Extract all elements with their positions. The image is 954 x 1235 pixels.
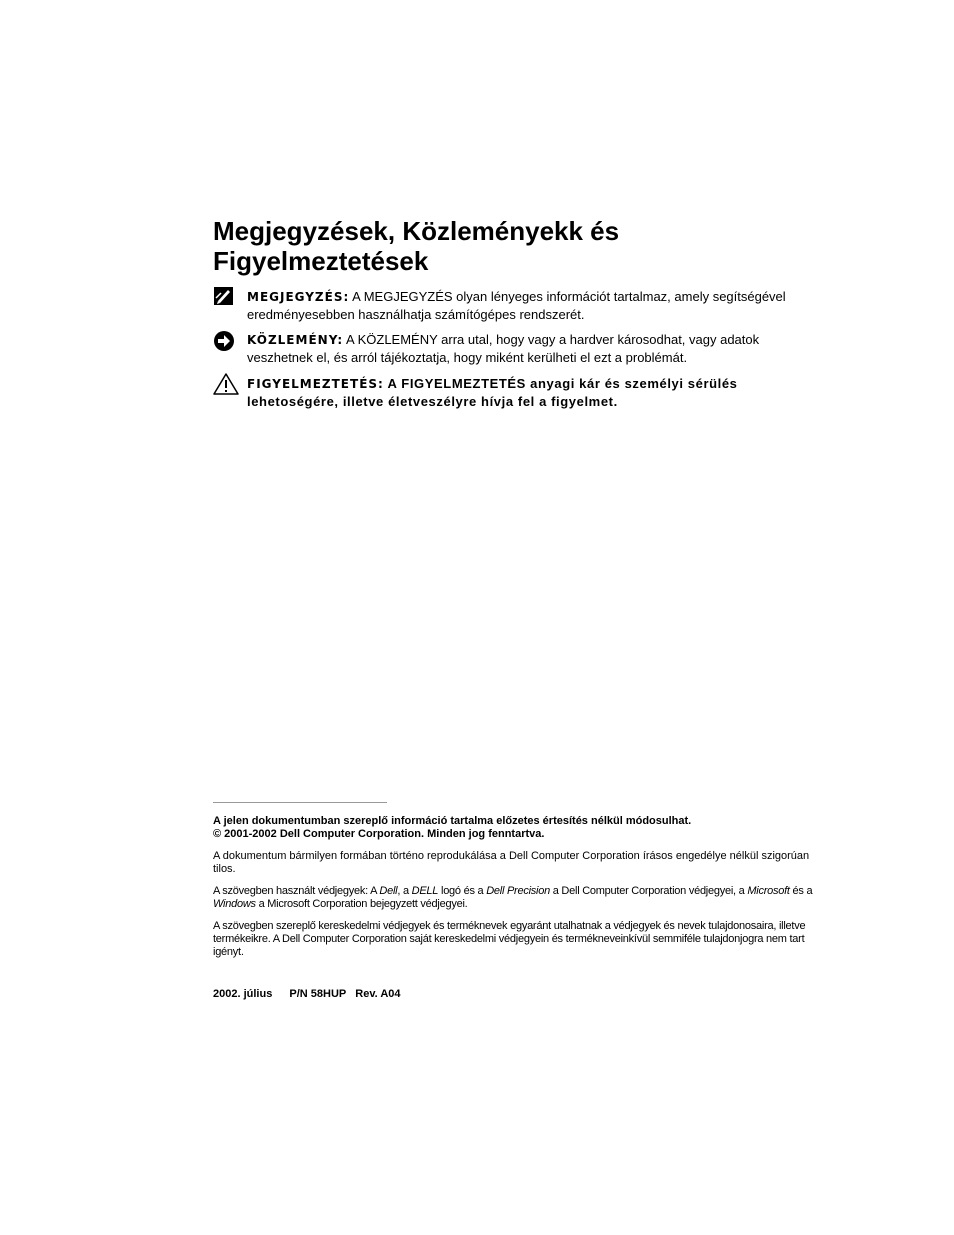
notice-label: KÖZLEMÉNY: — [247, 333, 344, 347]
arrow-circle-icon — [213, 330, 237, 352]
warning-triangle-icon — [213, 373, 237, 395]
caution-block — [213, 373, 813, 411]
note-text: A MEGJEGYZÉS olyan lényeges információt tartalmaz, amely segítségével eredményesebben használhatja számítógépes rendszerét. — [247, 289, 786, 322]
legal-line-1: A jelen dokumentumban szereplő információ tartalma előzetes értesítés nélkül módosulhat. — [213, 815, 692, 827]
publication-date: 2002. július — [213, 988, 273, 1000]
copyright-line: © 2001-2002 Dell Computer Corporation. Minden jog fenntartva. — [213, 828, 545, 840]
notice-text: A KÖZLEMÉNY arra utal, hogy vagy a hardver károsodhat, vagy adatok veszhetnek el, és arról tájékoztatja, hogy miként kerülheti el ezt a problémát. — [247, 332, 760, 365]
caution-text: A FIGYELMEZTETÉS anyagi kár és személyi sérülés lehetoségére, illetve életveszélyre hívja fel a figyelmet. — [247, 376, 738, 409]
note-block — [213, 286, 813, 324]
page-title — [213, 216, 813, 276]
caution-label: FIGYELMEZTETÉS: — [247, 377, 384, 391]
footer-divider — [213, 802, 387, 803]
revision: Rev. A04 — [355, 988, 401, 1000]
other-trademarks-notice: A szövegben szereplő kereskedelmi védjegyek és terméknevek egyaránt utalhatnak a védjegyek és nevek tulajdonosaira, illetve termékeikre. A Dell Computer Corporation saját kereskedelmi védjegyein és termékneveinkívül semmiféle tulajdonjogra nem tart igényt. — [213, 920, 806, 958]
title-line-1: Megjegyzések, Közleményekk és — [213, 216, 620, 246]
part-number: P/N 58HUP — [289, 988, 347, 1000]
trademark-notice: A szövegben használt védjegyek: A Dell, a DELL logó és a Dell Precision a Dell Computer Corporation védjegyei, a Microsoft és a Windows a Microsoft Corporation bejegyzett védjegyei. — [213, 885, 813, 910]
title-line-2: Figyelmeztetések — [213, 246, 429, 276]
reproduction-notice: A dokumentum bármilyen formában történo reprodukálása a Dell Computer Corporation írásos engedélye nélkül szigorúan tilos. — [213, 850, 810, 875]
publication-info — [213, 988, 415, 1000]
note-label: MEGJEGYZÉS: — [247, 290, 350, 304]
pencil-note-icon — [213, 286, 237, 308]
legal-footer — [213, 815, 813, 968]
notice-block — [213, 330, 813, 367]
